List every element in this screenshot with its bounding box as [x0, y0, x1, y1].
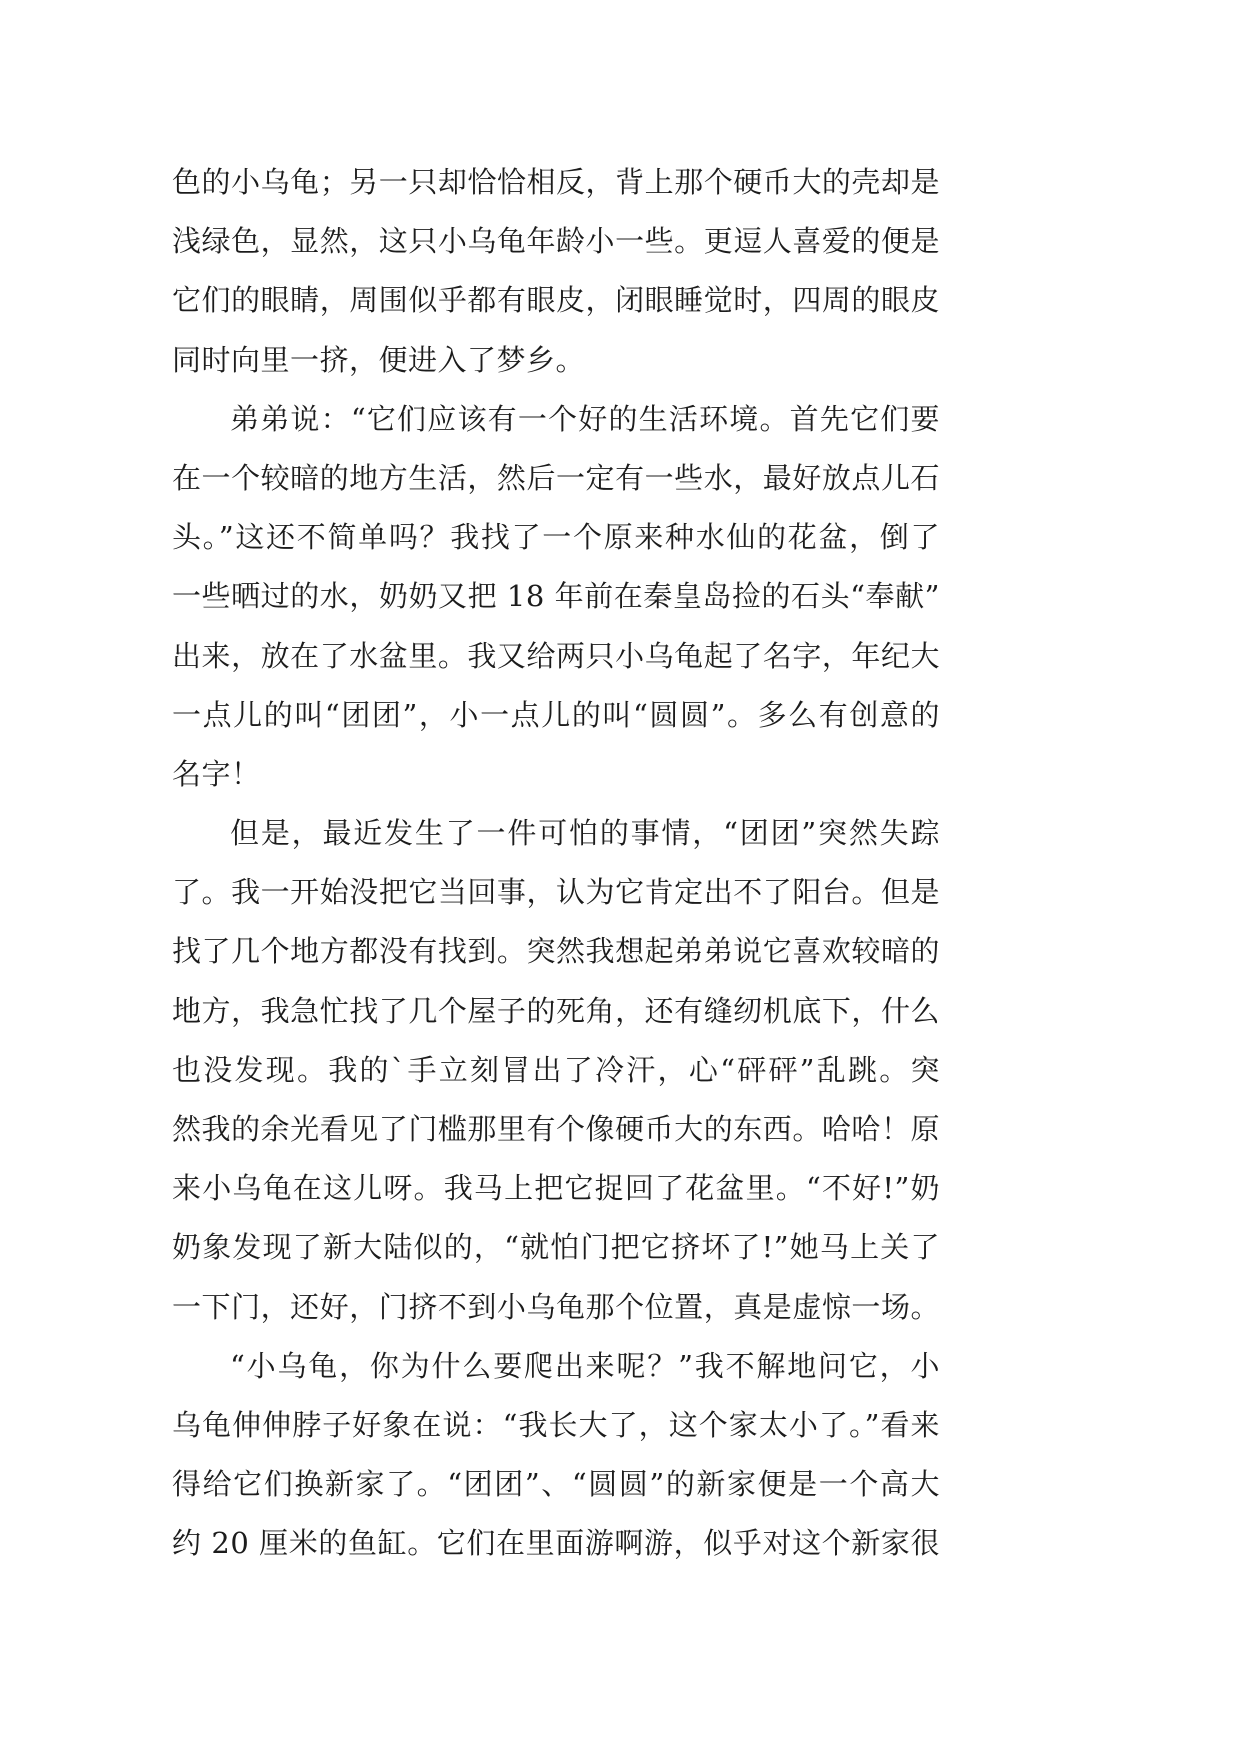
text-line: 约 20 厘米的鱼缸。它们在里面游啊游，似乎对这个新家很 [172, 1526, 940, 1561]
text-line: 弟弟说：“它们应该有一个好的生活环境。首先它们要 [230, 401, 940, 436]
text-line: 了。我一开始没把它当回事，认为它肯定出不了阳台。但是 [172, 875, 940, 910]
text-line: 来小乌龟在这儿呀。我马上把它捉回了花盆里。“不好!”奶 [172, 1171, 940, 1206]
paragraph [172, 1337, 940, 1574]
text-line: 奶象发现了新大陆似的，“就怕门把它挤坏了!”她马上关了 [172, 1230, 940, 1265]
document-page [172, 153, 940, 1574]
text-line: 但是，最近发生了一件可怕的事情，“团团”突然失踪 [230, 816, 940, 851]
text-line: 出来，放在了水盆里。我又给两只小乌龟起了名字，年纪大 [172, 638, 940, 673]
text-line: 得给它们换新家了。“团团”、“圆圆”的新家便是一个高大 [172, 1467, 940, 1502]
text-line: 找了几个地方都没有找到。突然我想起弟弟说它喜欢较暗的 [172, 934, 940, 969]
text-line: 在一个较暗的地方生活，然后一定有一些水，最好放点儿石 [172, 460, 940, 495]
text-line: 然我的余光看见了门槛那里有个像硬币大的东西。哈哈！原 [172, 1112, 940, 1146]
text-line: 一点儿的叫“团团”，小一点儿的叫“圆圆”。多么有创意的 [172, 697, 940, 732]
text-line: 名字！ [172, 756, 261, 791]
text-line: 也没发现。我的`手立刻冒出了冷汗，心“砰砰”乱跳。突 [172, 1052, 940, 1087]
paragraph [172, 804, 940, 1337]
text-line: 乌龟伸伸脖子好象在说：“我长大了，这个家太小了。”看来 [172, 1407, 940, 1442]
text-line: 同时向里一挤，便进入了梦乡。 [172, 342, 586, 377]
paragraph [172, 390, 940, 804]
text-line: “小乌龟，你为什么要爬出来呢？”我不解地问它，小 [230, 1348, 940, 1383]
paragraph [172, 153, 940, 390]
text-line: 一下门，还好，门挤不到小乌龟那个位置，真是虚惊一场。 [172, 1289, 940, 1324]
text-line: 色的小乌龟；另一只却恰恰相反，背上那个硬币大的壳却是 [172, 165, 940, 199]
text-line: 地方，我急忙找了几个屋子的死角，还有缝纫机底下，什么 [172, 993, 940, 1028]
text-line: 它们的眼睛，周围似乎都有眼皮，闭眼睡觉时，四周的眼皮 [172, 283, 940, 318]
text-line: 头。”这还不简单吗？我找了一个原来种水仙的花盆，倒了 [172, 520, 940, 555]
text-line: 一些晒过的水，奶奶又把 18 年前在秦皇岛捡的石头“奉献” [172, 579, 940, 614]
text-line: 浅绿色，显然，这只小乌龟年龄小一些。更逗人喜爱的便是 [172, 224, 940, 259]
